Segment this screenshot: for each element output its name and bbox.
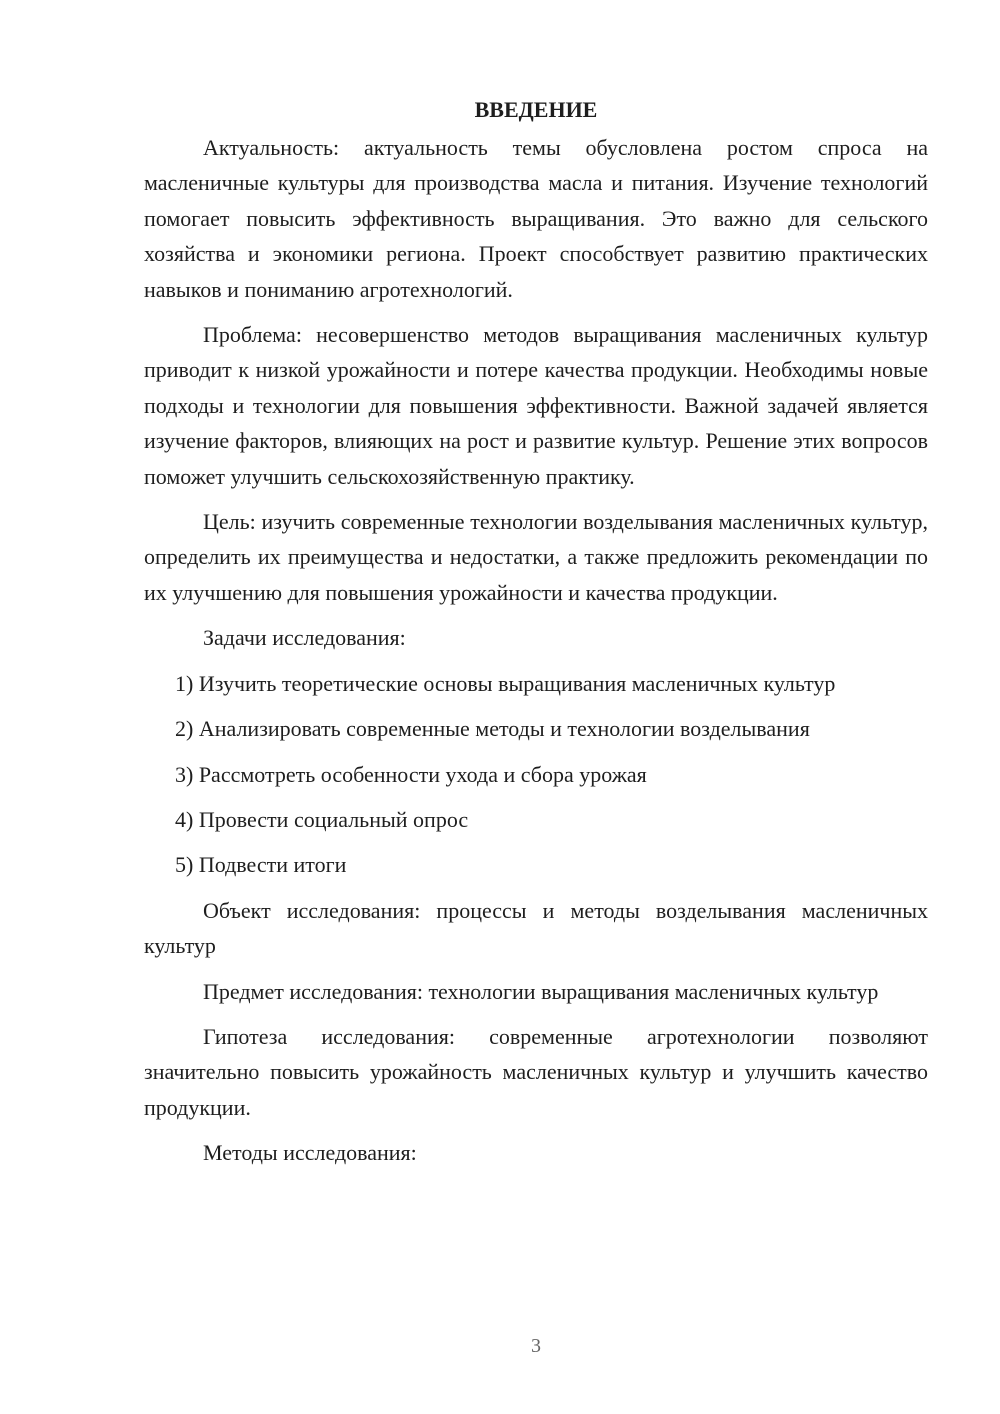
page-number: 3 — [531, 1335, 541, 1357]
task-item: 2) Анализировать современные методы и технологии возделывания — [175, 716, 810, 742]
task-item: 3) Рассмотреть особенности ухода и сбора урожая — [175, 761, 647, 787]
methods-label: Методы исследования: — [203, 1140, 417, 1166]
task-item: 5) Подвести итоги — [175, 852, 347, 878]
tasks-list — [144, 666, 928, 883]
task-item: 4) Провести социальный опрос — [175, 806, 469, 832]
document-title: ВВЕДЕНИЕ — [474, 97, 598, 122]
paragraph-object: Объект исследования: процессы и методы возделывания масленичных культур — [144, 897, 928, 959]
document-page — [144, 95, 928, 1181]
paragraph-problem: Проблема: несовершенство методов выращивания масленичных культур приводит к низкой урожайности и потере качества продукции. Необходимы новые подходы и технологии для повышения эффективности. Важной задачей является изучение факторов, влияющих на рост и развитие культур. Решение этих вопросов поможет улучшить сельскохозяйственную практику. — [144, 322, 928, 489]
tasks-label: Задачи исследования: — [203, 625, 406, 651]
paragraph-hypothesis: Гипотеза исследования: современные агротехнологии позволяют значительно повысить урожайность масленичных культур и улучшить качество продукции. — [144, 1023, 928, 1120]
paragraph-subject: Предмет исследования: технологии выращивания масленичных культур — [203, 978, 879, 1004]
task-item: 1) Изучить теоретические основы выращивания масленичных культур — [175, 670, 836, 696]
paragraph-goal: Цель: изучить современные технологии возделывания масленичных культур, определить их преимущества и недостатки, а также предложить рекомендации по их улучшению для повышения урожайности и качества продукции. — [144, 509, 928, 605]
paragraph-relevance: Актуальность: актуальность темы обусловлена ростом спроса на масленичные культуры для производства масла и питания. Изучение технологий помогает повысить эффективность выращивания. Это важно для сельского хозяйства и экономики региона. Проект способствует развитию практических навыков и пониманию агротехнологий. — [144, 135, 928, 302]
